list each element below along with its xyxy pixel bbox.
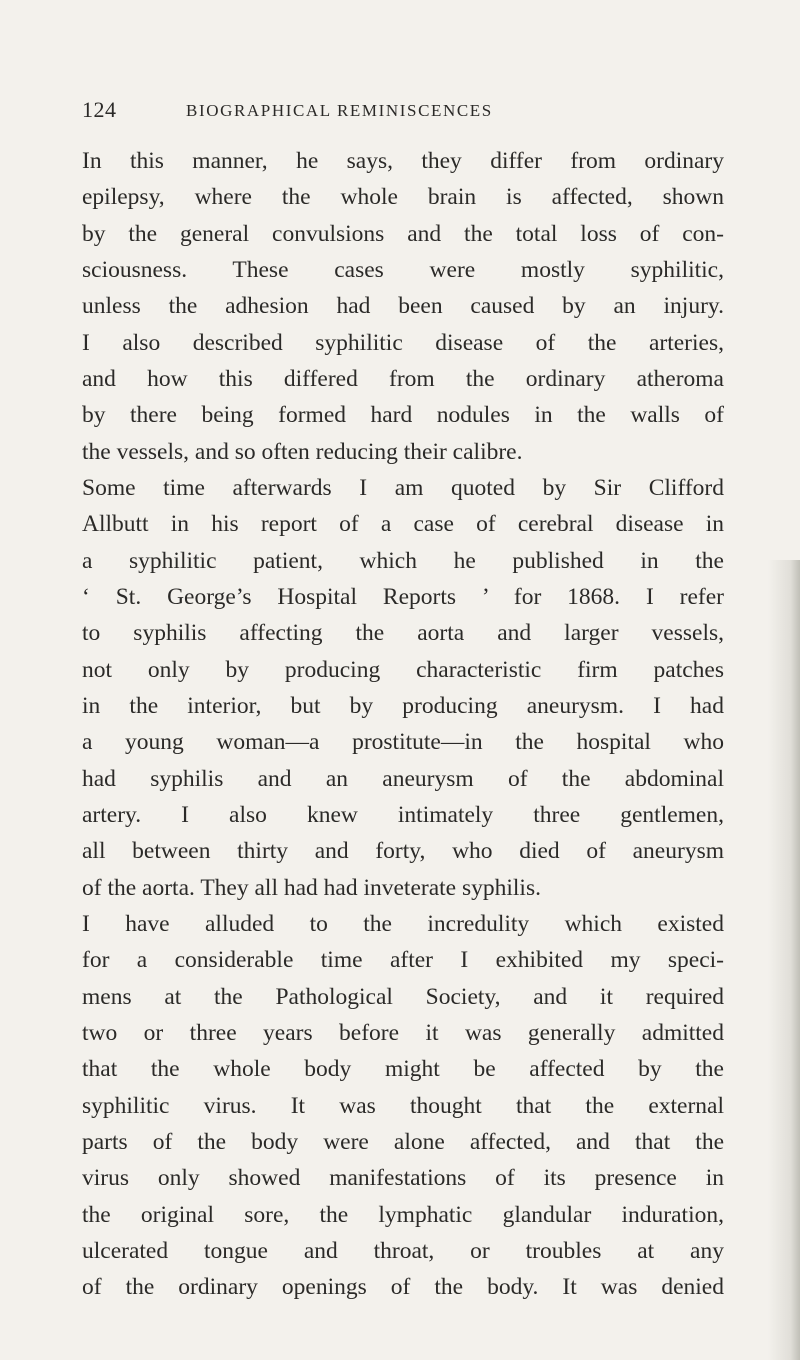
text-line: ‘ St. George’s Hospital Reports ’ for 1868. I refer bbox=[82, 583, 724, 610]
text-line: Some time afterwards I am quoted by Sir Clifford bbox=[82, 474, 724, 501]
text-line: artery. I also knew intimately three gentlemen, bbox=[82, 801, 724, 828]
text-line: I have alluded to the incredulity which existed bbox=[82, 910, 724, 937]
text-line: for a considerable time after I exhibited my speci- bbox=[82, 947, 724, 974]
text-line: ulcerated tongue and throat, or troubles at any bbox=[82, 1237, 724, 1264]
text-line: In this manner, he says, they differ from ordinary bbox=[82, 148, 724, 174]
text-line: two or three years before it was generally admitted bbox=[82, 1019, 724, 1046]
text-line: to syphilis affecting the aorta and larger vessels, bbox=[82, 620, 724, 647]
text-line: parts of the body were alone affected, and that the bbox=[82, 1128, 724, 1155]
page-number: 124 bbox=[82, 97, 117, 122]
text-line: Allbutt in his report of a case of cerebral disease in bbox=[82, 511, 724, 538]
text-line: the vessels, and so often reducing their calibre. bbox=[82, 438, 523, 465]
text-line: a syphilitic patient, which he published in the bbox=[82, 547, 724, 574]
text-line: unless the adhesion had been caused by an injury. bbox=[82, 293, 724, 320]
text-line: mens at the Pathological Society, and it required bbox=[82, 983, 724, 1010]
text-line: epilepsy, where the whole brain is affected, shown bbox=[82, 184, 724, 211]
text-line: a young woman—a prostitute—in the hospital who bbox=[82, 729, 724, 756]
page-edge-shadow bbox=[768, 560, 800, 1360]
text-line: virus only showed manifestations of its presence in bbox=[82, 1165, 724, 1192]
text-line: that the whole body might be affected by the bbox=[82, 1056, 724, 1083]
text-line: syphilitic virus. It was thought that the external bbox=[82, 1092, 724, 1119]
text-line: sciousness. These cases were mostly syphilitic, bbox=[82, 256, 724, 283]
text-line: in the interior, but by producing aneurysm. I had bbox=[82, 692, 724, 719]
text-line: and how this differed from the ordinary atheroma bbox=[82, 365, 724, 392]
text-line: had syphilis and an aneurysm of the abdominal bbox=[82, 765, 724, 792]
text-line: by there being formed hard nodules in the walls of bbox=[82, 402, 724, 429]
running-head: BIOGRAPHICAL REMINISCENCES bbox=[186, 101, 493, 120]
text-line: I also described syphilitic disease of the arteries, bbox=[82, 329, 724, 356]
text-line: by the general convulsions and the total loss of con- bbox=[82, 220, 724, 247]
text-line: all between thirty and forty, who died of aneurysm bbox=[82, 838, 724, 865]
page-header bbox=[82, 97, 722, 127]
body-text bbox=[82, 143, 724, 1306]
text-line: of the aorta. They all had had inveterate syphilis. bbox=[82, 874, 541, 901]
text-line: the original sore, the lymphatic glandular induration, bbox=[82, 1201, 724, 1228]
text-line: not only by producing characteristic firm patches bbox=[82, 656, 724, 683]
text-line: of the ordinary openings of the body. It was denied bbox=[82, 1274, 724, 1301]
